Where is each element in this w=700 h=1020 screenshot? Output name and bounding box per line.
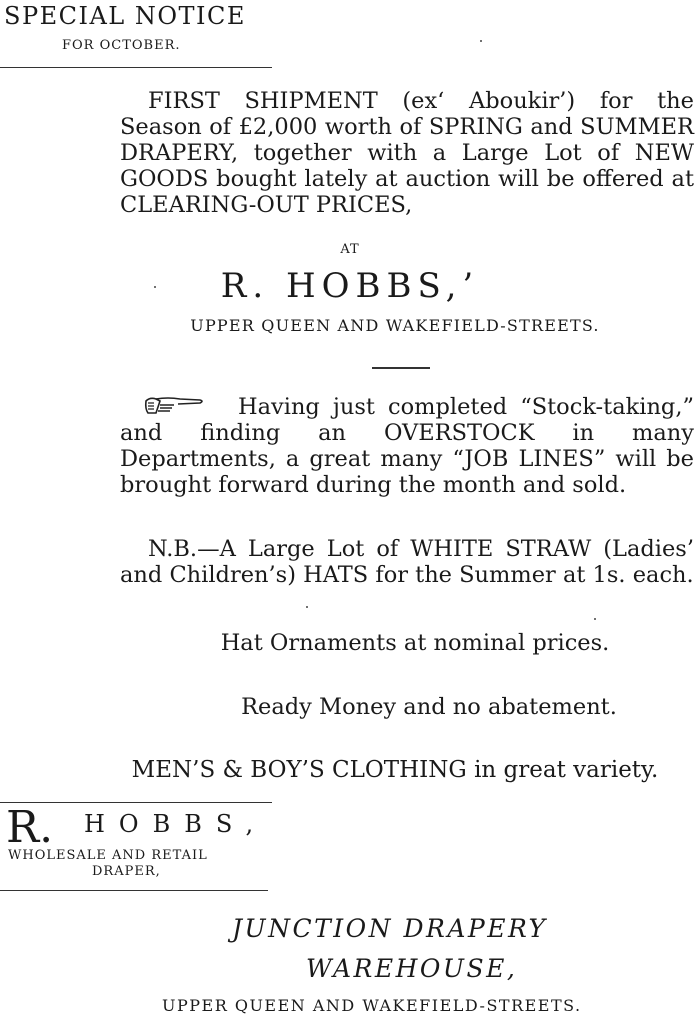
notice-title: SPECIAL NOTICE: [4, 2, 246, 30]
short-divider: [372, 367, 430, 369]
clothing-line: MEN’S & BOY’S CLOTHING in great variety.: [131, 757, 659, 783]
card-name: HOBBS,: [84, 810, 268, 838]
warehouse-title-line2: WAREHOUSE,: [306, 954, 518, 983]
print-speck: [480, 40, 482, 42]
nb-paragraph: N.B.—A Large Lot of WHITE STRAW (Ladies’ and Children’s) HATS for the Summer at 1s. each.: [120, 536, 694, 588]
shipment-paragraph: FIRST SHIPMENT (ex‘ Aboukir’) for the Season of £2,000 worth of SPRING and SUMMER DRAPERY, together with a Large Lot of NEW GOODS bought lately at auction will be offered at CLEARING-OUT PRICES,: [120, 88, 694, 218]
print-speck: [594, 618, 596, 620]
ready-money-line: Ready Money and no abatement.: [241, 694, 617, 720]
card-initial: R.: [6, 802, 54, 853]
divider-rule: [0, 67, 272, 68]
hat-ornaments-line: Hat Ornaments at nominal prices.: [220, 630, 610, 656]
notice-subtitle: FOR OCTOBER.: [62, 38, 181, 53]
stocktaking-paragraph: Having just completed “Stock-taking,” and finding an OVERSTOCK in many Departments, a great many “JOB LINES” will be brought forward during the month and sold.: [120, 394, 694, 498]
print-speck: [154, 286, 156, 288]
warehouse-title-line1: JUNCTION DRAPERY: [232, 914, 548, 943]
print-speck: [306, 606, 308, 608]
card-description: WHOLESALE AND RETAIL: [8, 848, 208, 863]
card-bottom-rule: [0, 890, 268, 891]
firm-name: R. HOBBS,’: [220, 266, 480, 306]
firm-address: UPPER QUEEN AND WAKEFIELD-STREETS.: [190, 316, 600, 335]
warehouse-address: UPPER QUEEN AND WAKEFIELD-STREETS.: [162, 996, 582, 1015]
at-label: AT: [340, 242, 360, 257]
card-trade: DRAPER,: [92, 864, 161, 879]
